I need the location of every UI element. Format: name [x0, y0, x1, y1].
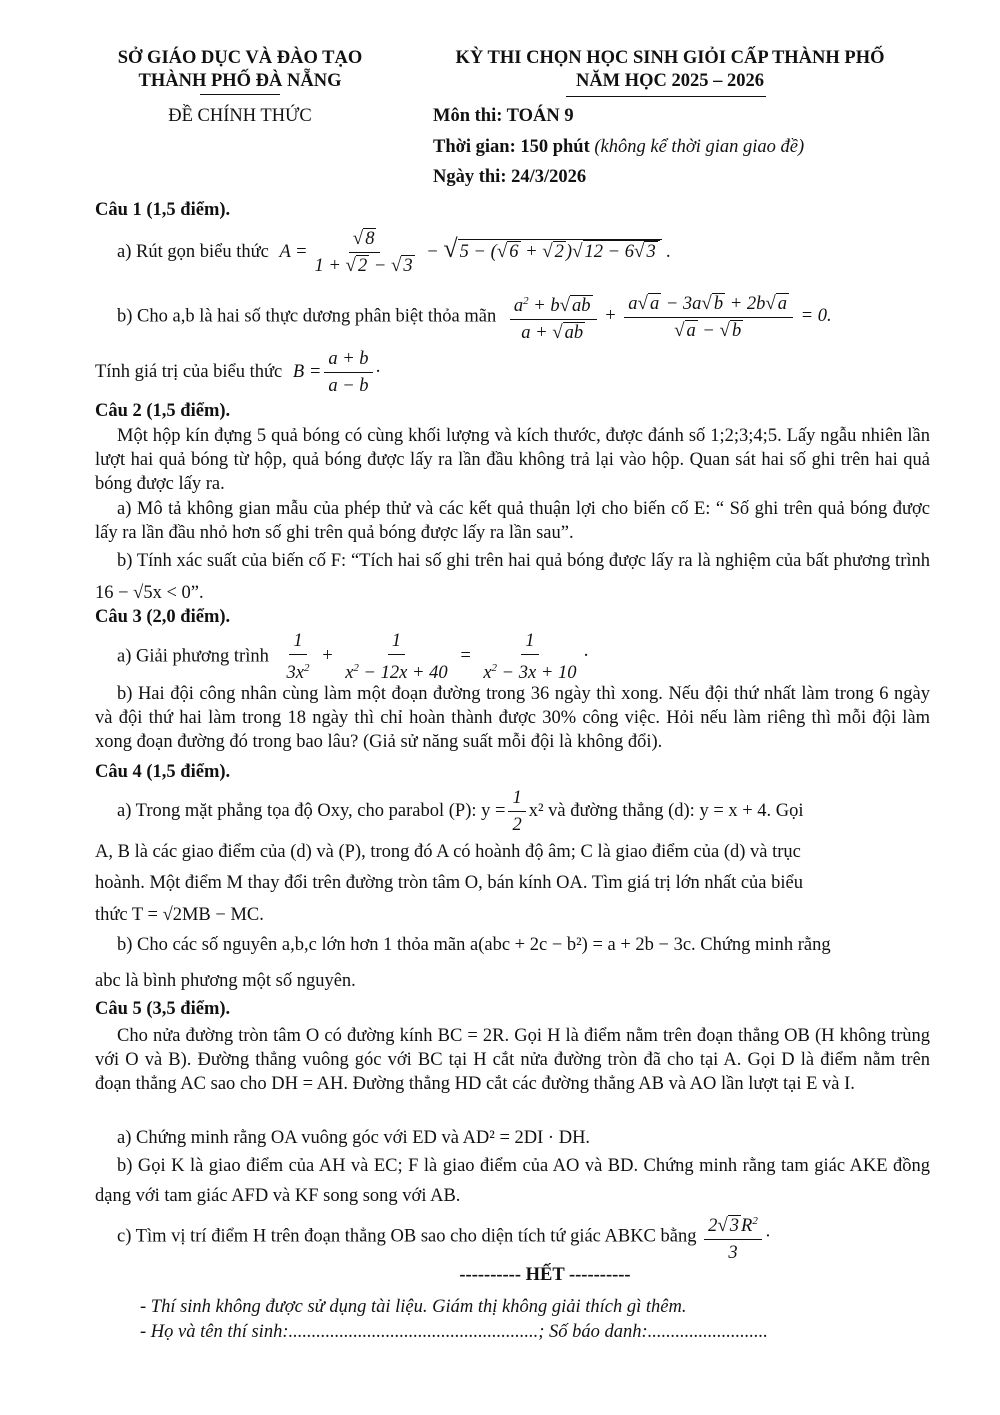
q1-a-formula: A = $\frac{√ 8}{1 + √ 2 - √ 3}$ − √ 5 − (√ 6 + √ 2 )√ 12 − 6√ 3 .	[279, 228, 671, 276]
footer-note-1: - Thí sinh không được sử dụng tài liệu. Giám thị không giải thích gì thêm.	[140, 1297, 687, 1317]
q1-b-text: b) Cho a,b là hai số thực dương phân biệt thỏa mãn	[117, 306, 497, 327]
q1-a	[117, 228, 671, 277]
subject: Môn thi: TOÁN 9	[433, 106, 574, 126]
q3-title: Câu 3 (2,0 điểm).	[95, 607, 231, 627]
q4-b-line2: abc là bình phương một số nguyên.	[95, 971, 356, 991]
q5-part-c-text: c) Tìm vị trí điểm H trên đoạn thẳng OB sao cho diện tích tứ giác ABKC bằng	[117, 1226, 697, 1247]
q4-a-line3: hoành. Một điểm M thay đổi trên đường tròn tâm O, bán kính OA. Tìm giá trị lớn nhất của biểu	[95, 873, 803, 893]
q1-a-text: a) Rút gọn biểu thức	[117, 242, 269, 262]
dept-name: SỞ GIÁO DỤC VÀ ĐÀO TẠO	[117, 48, 363, 68]
q4-a-line1	[117, 787, 804, 836]
q5-part-c: c) Tìm vị trí điểm H trên đoạn thẳng OB sao cho diện tích tứ giác ABKC bằng $\frac{2√ 3 R^2}{3}$ ·	[117, 1210, 771, 1264]
header-right-rule	[566, 96, 766, 97]
q2-title: Câu 2 (1,5 điểm).	[95, 401, 231, 421]
q3-a	[117, 630, 588, 684]
q5-part-a: a) Chứng minh rằng OA vuông góc với ED và AD² = 2DI · DH.	[117, 1128, 591, 1148]
exam-title: KỲ THI CHỌN HỌC SINH GIỎI CẤP THÀNH PHỐ	[455, 48, 885, 68]
q1-b2-formula: B = $\frac{a + b}{a - b}$ ·	[292, 349, 381, 396]
q4-a-line4: thức T = √2MB − MC.	[95, 905, 264, 925]
city-name: THÀNH PHỐ ĐÀ NẴNG	[138, 71, 342, 91]
duration	[433, 137, 804, 158]
school-year: NĂM HỌC 2025 – 2026	[575, 71, 765, 91]
duration-main: Thời gian: 150 phút	[433, 137, 590, 157]
q1-title: Câu 1 (1,5 điểm).	[95, 200, 231, 220]
q3-part-b: b) Hai đội công nhân cùng làm một đoạn đường trong 36 ngày thì xong. Nếu đội thứ nhất làm trong 6 ngày và đội thứ hai làm trong 18 ngày thì chỉ hoàn thành được 30% công việc. Hỏi nếu làm riêng thì mỗi đội làm xong đoạn đường đó trong bao lâu? (Giả sử năng suất mỗi đội là không đổi).	[95, 684, 930, 752]
header-left-rule	[200, 94, 280, 95]
q5-intro: Cho nửa đường tròn tâm O có đường kính BC = 2R. Gọi H là điểm nằm trên đoạn thẳng OB (H không trùng với O và B). Đường thẳng vuông góc với BC tại H cắt nửa đường tròn đã cho tại A. Gọi D là điểm nằm trên đoạn thẳng AC sao cho DH = AH. Đường thẳng HD cắt các đường thẳng AB và AO lần lượt tại E và I.	[95, 1026, 930, 1094]
q4-half: $\frac{1}{2}$	[508, 787, 525, 836]
q1-b	[117, 290, 832, 344]
q2-intro: Một hộp kín đựng 5 quả bóng có cùng khối lượng và kích thước, được đánh số 1;2;3;4;5. Lấy ngẫu nhiên lần lượt hai quả bóng từ hộp, quả bóng được lấy ra lần đầu không trả lại vào hộp. Quan sát hai số ghi trên hai quả bóng được lấy ra.	[95, 426, 930, 494]
q3-a-text: a) Giải phương trình	[117, 646, 269, 667]
q2-part-b: b) Tính xác suất của biến cố F: “Tích hai số ghi trên hai quả bóng được lấy ra là nghiệm của bất phương trình 16 − √5x < 0”.	[95, 551, 930, 603]
q5-area-value: $\frac{2√ 3 R^2}{3}$	[704, 1210, 762, 1264]
q4-a-line1-pre: a) Trong mặt phẳng tọa độ Oxy, cho parabol (P): y =	[117, 801, 506, 821]
q4-a-line1-post: x² và đường thẳng (d): y = x + 4. Gọi	[528, 801, 804, 821]
q2-part-a: a) Mô tả không gian mẫu của phép thử và các kết quả thuận lợi cho biến cố E: “ Số ghi trên quả bóng được lấy ra lần đầu nhỏ hơn số ghi trên quả bóng được lấy ra lần sau”.	[95, 499, 930, 543]
q1-b-formula: $\frac{a^2 + b√ ab}{a + √ ab}$ + $\frac{a√ a - 3a√ b + 2b√ a}{√ a - √ b}$ = 0.	[507, 306, 832, 326]
q1-b2-text: Tính giá trị của biểu thức	[95, 362, 283, 382]
q1-b2	[95, 348, 380, 397]
official-label: ĐỀ CHÍNH THỨC	[168, 106, 312, 126]
q5-title: Câu 5 (3,5 điểm).	[95, 999, 231, 1019]
exam-date: Ngày thi: 24/3/2026	[433, 167, 587, 187]
end-marker: ---------- HẾT ----------	[459, 1265, 631, 1285]
q5-part-b: b) Gọi K là giao điểm của AH và EC; F là giao điểm của AO và BD. Chứng minh rằng tam giác AKE đồng dạng với tam giác AFD và KF song song với AB.	[95, 1156, 930, 1206]
footer-note-2: - Họ và tên thí sinh:......................................................; Số báo danh:..........................	[140, 1322, 768, 1342]
q4-title: Câu 4 (1,5 điểm).	[95, 762, 231, 782]
q4-b-line1: b) Cho các số nguyên a,b,c lớn hơn 1 thỏa mãn a(abc + 2c − b²) = a + 2b − 3c. Chứng minh rằng	[117, 935, 831, 955]
q4-a-line2: A, B là các giao điểm của (d) và (P), trong đó A có hoành độ âm; C là giao điểm của (d) và trục	[95, 842, 801, 862]
duration-note: (không kể thời gian giao đề)	[594, 137, 805, 157]
q3-a-formula: $\frac{1}{3x^2}$ + $\frac{1}{x^2 - 12x + 40}$ = $\frac{1}{x^2 - 3x + 10}$ ·	[286, 631, 589, 684]
